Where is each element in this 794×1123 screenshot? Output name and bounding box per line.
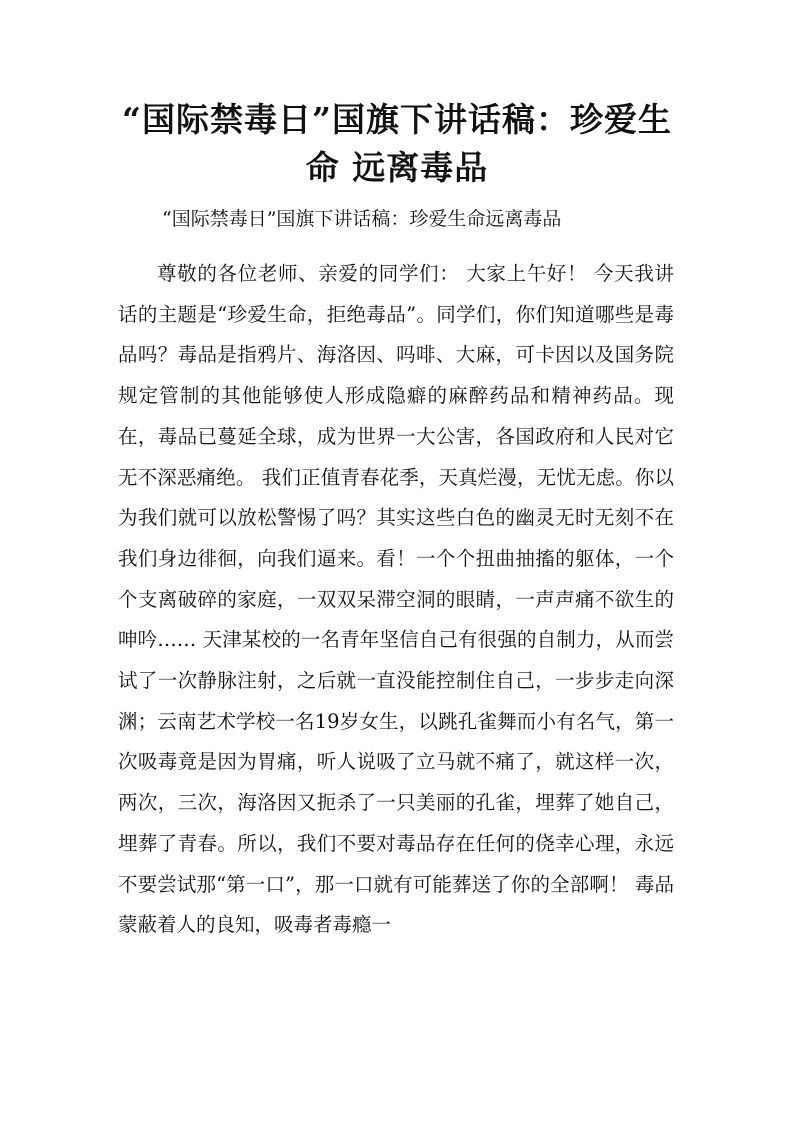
document-subtitle: “国际禁毒日”国旗下讲话稿：珍爱生命远离毒品 (162, 208, 562, 230)
document-title: “国际禁毒日”国旗下讲话稿：珍爱生命 远离毒品 (122, 100, 672, 187)
document-body: 尊敬的各位老师、亲爱的同学们： 大家上午好！ 今天我讲话的主题是“珍爱生命，拒绝毒品”。同学们，你们知道哪些是毒品吗？毒品是指鸦片、海洛因、吗啡、大麻，可卡因以及国务院规定管制的其他能够使人形成隐癖的麻醉药品和精神药品。现在，毒品已蔓延全球，成为世界一大公害，各国政府和人民对它无不深恶痛绝。 我们正值青春花季，天真烂漫，无忧无虑。你以为我们就可以放松警惕了吗？其实这些白色的幽灵无时无刻不在我们身边徘徊，向我们逼来。看！一个个扭曲抽搐的躯体，一个个支离破碎的家庭，一双双呆滞空洞的眼睛，一声声痛不欲生的呻吟…… 天津某校的一名青年坚信自己有很强的自制力，从而尝试了一次静脉注射，之后就一直没能控制住自己，一步步走向深渊；云南艺术学校一名19岁女生，以跳孔雀舞而小有名气，第一次吸毒竟是因为胃痛，听人说吸了立马就不痛了，就这样一次，两次，三次，海洛因又扼杀了一只美丽的孔雀，埋葬了她自己，埋葬了青春。所以，我们不要对毒品存在任何的侥幸心理，永远不要尝试那“第一口”，那一口就有可能葬送了你的全部啊！ 毒品蒙蔽着人的良知，吸毒者毒瘾一 (118, 262, 674, 937)
